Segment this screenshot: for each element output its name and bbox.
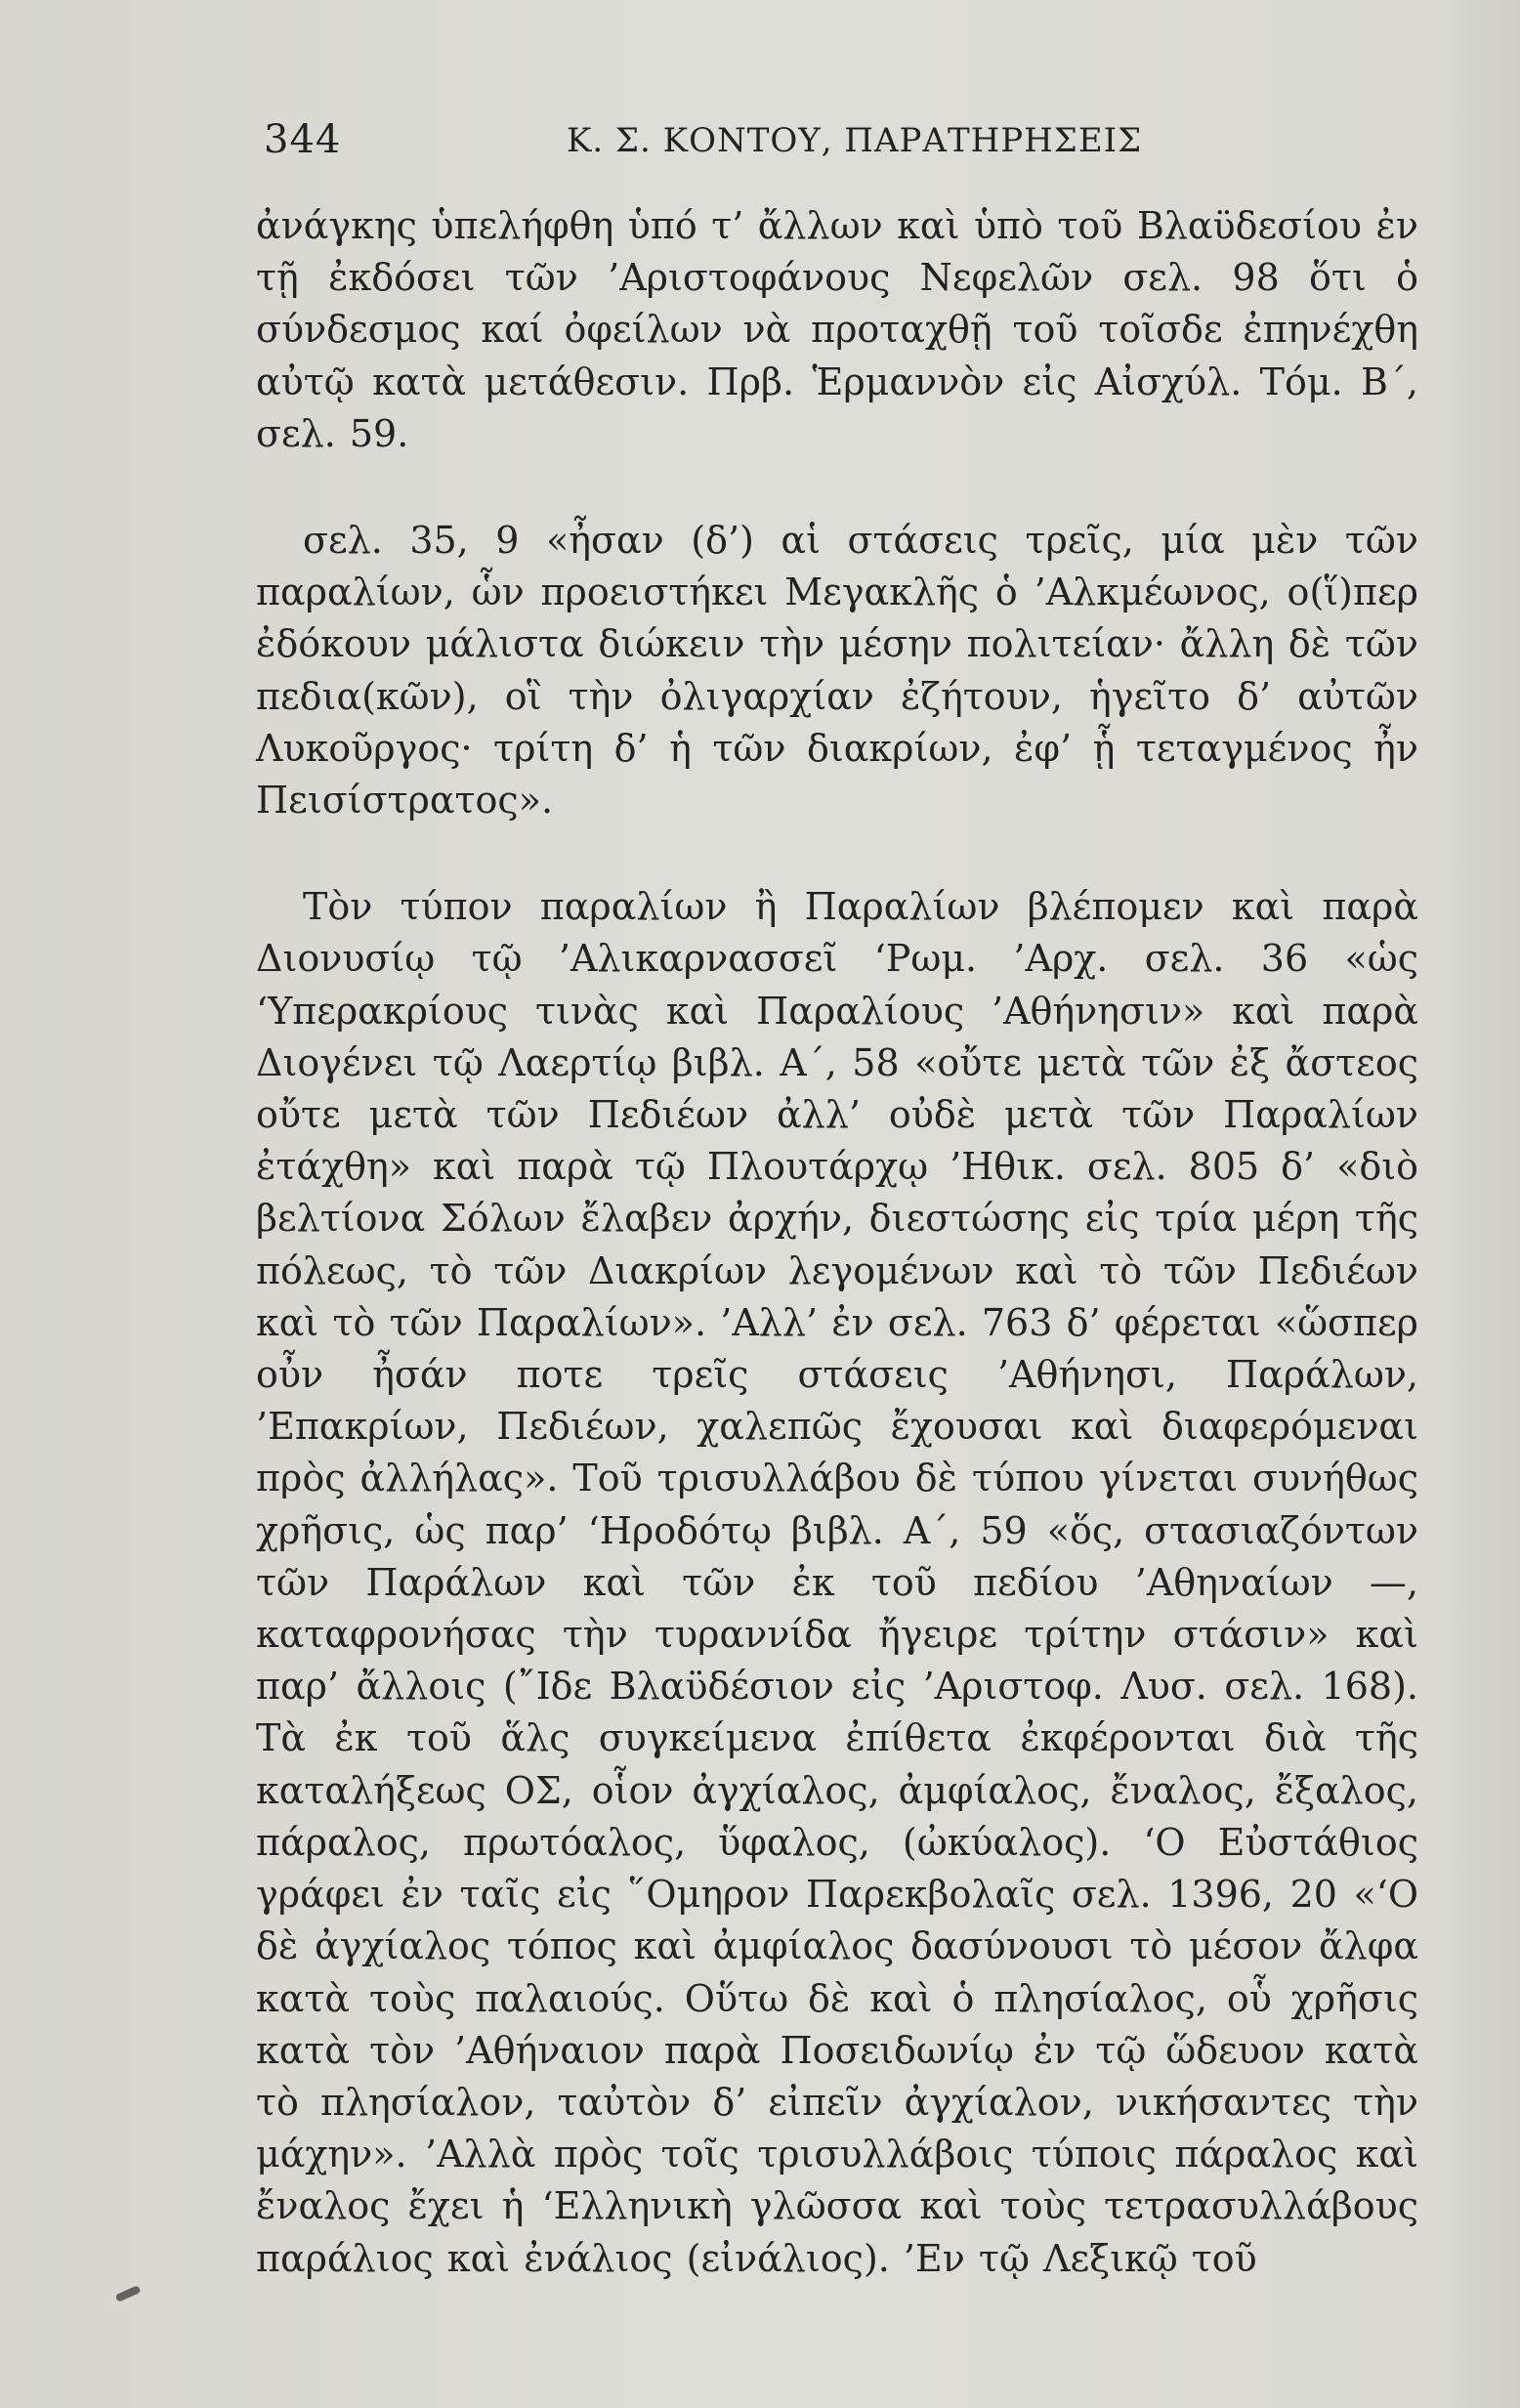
ink-smudge (114, 2285, 141, 2302)
page-number: 344 (264, 117, 342, 162)
page-header (264, 117, 1289, 176)
paragraph-3: Τὸν τύπον παραλίων ἢ Παραλίων βλέπομεν καὶ παρὰ Διονυσίῳ τῷ ’Αλικαρνασσεῖ ‘Ρωμ. ’Αρχ. σελ. 36 «ὡς ‘Υπερακρίους τινὰς καὶ Παραλίους ’Αθήνησιν» καὶ παρὰ Διογένει τῷ Λαερτίῳ βιβλ. Α΄, 58 «οὔτε μετὰ τῶν ἐξ ἄστεος οὔτε μετὰ τῶν Πεδιέων ἀλλ’ οὐδὲ μετὰ τῶν Παραλίων ἐτάχθη» καὶ παρὰ τῷ Πλουτάρχῳ ’Ηθικ. σελ. 805 δ’ «διὸ βελτίονα Σόλων ἔλαβεν ἀρχήν, διεστώσης εἰς τρία μέρη τῆς πόλεως, τὸ τῶν Διακρίων λεγομένων καὶ τὸ τῶν Πεδιέων καὶ τὸ τῶν Παραλίων». ’Αλλ’ ἐν σελ. 763 δ’ φέρεται «ὥσπερ οὖν ἦσάν ποτε τρεῖς στάσεις ’Αθήνησι, Παράλων, ’Επακρίων, Πεδιέων, χαλεπῶς ἔχουσαι καὶ διαφερόμεναι πρὸς ἀλλήλας». Τοῦ τρισυλλάβου δὲ τύπου γίνεται συνήθως χρῆσις, ὡς παρ’ ‘Ηροδότῳ βιβλ. Α΄, 59 «ὅς, στασιαζόντων τῶν Παράλων καὶ τῶν ἐκ τοῦ πεδίου ’Αθηναίων —, καταφρονήσας τὴν τυραννίδα ἤγειρε τρίτην στάσιν» καὶ παρ’ ἄλλοις (῎Ιδε Βλαϋδέσιον εἰς ’Αριστοφ. Λυσ. σελ. 168). Τὰ ἐκ τοῦ ἅλς συγκείμενα ἐπίθετα ἐκφέρονται διὰ τῆς καταλήξεως ΟΣ, οἷον ἀγχίαλος, ἀμφίαλος, ἔναλος, ἔξαλος, πάραλος, πρωτόαλος, ὕφαλος, (ὠκύαλος). ‘Ο Εὐστάθιος γράφει ἐν ταῖς εἰς ῞Ομηρον Παρεκβολαῖς σελ. 1396, 20 «‘Ο δὲ ἀγχίαλος τόπος καὶ ἀμφίαλος δασύνουσι τὸ μέσον ἄλφα κατὰ τοὺς παλαιούς. Οὕτω δὲ καὶ ὁ πλησίαλος, οὗ χρῆσις κατὰ τὸν ’Αθήναιον παρὰ Ποσειδωνίῳ ἐν τῷ ὥδευον κατὰ τὸ πλησίαλον, ταὐτὸν δ’ εἰπεῖν ἀγχίαλον, νικήσαντες τὴν μάχην». ’Αλλὰ πρὸς τοῖς τρισυλλάβοις τύποις πάραλος καὶ ἔναλος ἔχει ἡ ‘Ελληνικὴ γλῶσσα καὶ τοὺς τετρασυλλάβους παράλιος καὶ ἐνάλιος (εἰνάλιος). ’Εν τῷ Λεξικῷ τοῦ (256, 885, 1418, 2280)
running-head: Κ. Σ. ΚΟΝΤΟΥ, ΠΑΡΑΤΗΡΗΣΕΙΣ (567, 121, 1143, 160)
body-text (256, 200, 1418, 2285)
paragraph-2: σελ. 35, 9 «ἦσαν (δ’) αἱ στάσεις τρεῖς, μία μὲν τῶν παραλίων, ὧν προειστήκει Μεγακλῆς ὁ ’Αλκμέωνος, ο(ἵ)περ ἐδόκουν μάλιστα διώκειν τὴν μέσην πολιτείαν· ἄλλη δὲ τῶν πεδια(κῶν), οἳ τὴν ὀλιγαρχίαν ἐζήτουν, ἡγεῖτο δ’ αὐτῶν Λυκοῦργος· τρίτη δ’ ἡ τῶν διακρίων, ἐφ’ ᾗ τεταγμένος ἦν Πεισίστρατος». (256, 519, 1418, 823)
page-edge-shadow (1432, 0, 1520, 2408)
paragraph-1: ἀνάγκης ὑπελήφθη ὑπό τ’ ἄλλων καὶ ὑπὸ τοῦ Βλαϋδεσίου ἐν τῇ ἐκδόσει τῶν ’Αριστοφάνους Νεφελῶν σελ. 98 ὅτι ὁ σύνδεσμος καί ὀφείλων νὰ προταχθῇ τοῦ τοῖσδε ἐπηνέχθη αὐτῷ κατὰ μετάθεσιν. Πρβ. Ἑρμαννὸν εἰς Αἰσχύλ. Τόμ. Β΄, σελ. 59. (256, 204, 1418, 455)
